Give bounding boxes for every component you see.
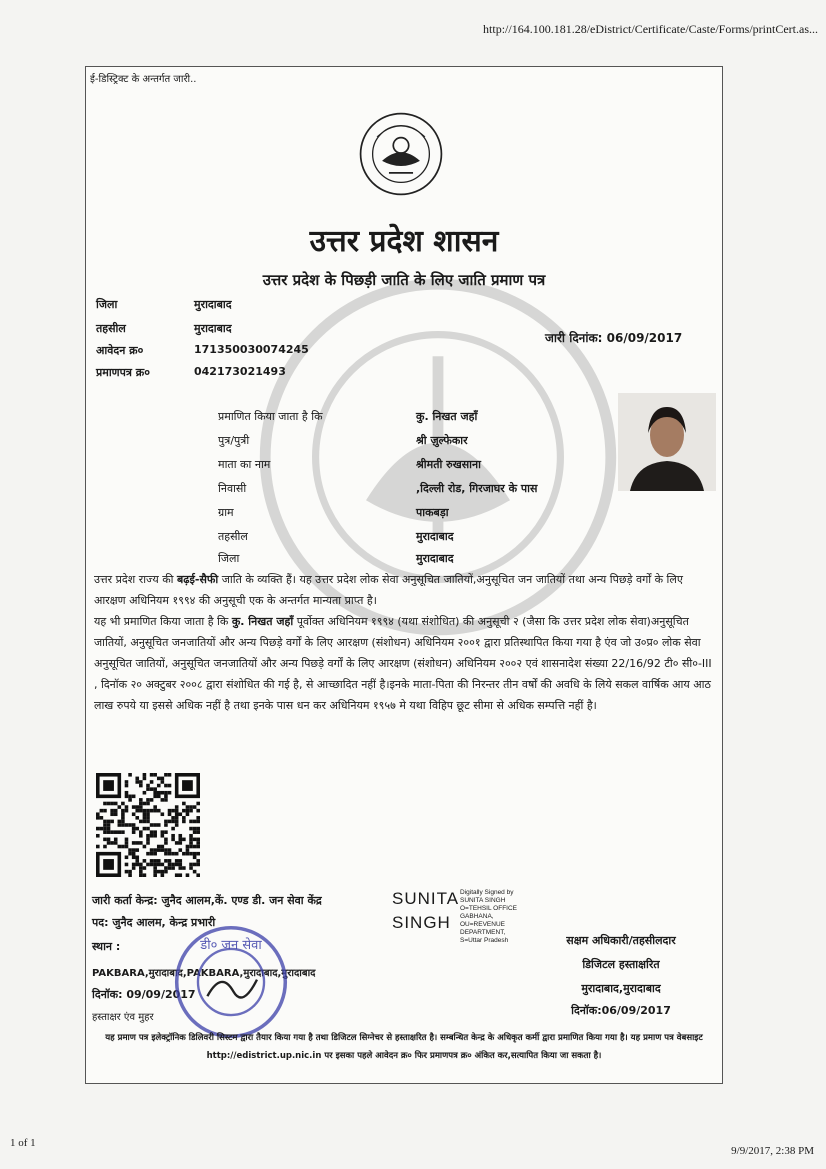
print-timestamp: 9/9/2017, 2:38 PM	[731, 1145, 814, 1157]
detail-value: कु. निखत जहाँ	[416, 410, 478, 423]
govt-title: उत्तर प्रदेश शासन	[309, 224, 499, 259]
dsig-line: OU=REVENUE	[460, 921, 505, 928]
digital-signature-details	[460, 889, 517, 945]
dsig-line: DEPARTMENT,	[460, 929, 506, 936]
signer-name: SUNITA	[392, 889, 460, 908]
detail-label: पुत्र/पुत्री	[218, 434, 250, 447]
detail-value: मुरादाबाद	[416, 530, 454, 543]
detail-label: जिला	[218, 552, 240, 565]
certificate-body	[94, 569, 714, 716]
application-no-value: 171350030074245	[194, 343, 309, 356]
detail-label: माता का नाम	[218, 458, 271, 471]
dsig-line: S=Uttar Pradesh	[460, 937, 509, 944]
footer-note: यह प्रमाण पत्र इलेक्ट्रॉनिक डिलिवरी सिस्टम द्वारा तैयार किया गया है तथा डिजिटल सिग्नेचर से हस्ताक्षरित है। सम्बन्धित केन्द्र के अधिकृत कर्मी द्वारा प्रमाणित किया गया है। यह प्रमाण पत्र वेबसाइट http://edistrict.up.nic.in पर इसका पहले आवेदन क्र० फिर प्रमाणपत्र क्र० अंकित कर,सत्यापित किया जा सकता है।	[105, 1033, 703, 1061]
browser-url: http://164.100.181.28/eDistrict/Certificate/Caste/Forms/printCert.as...	[483, 22, 818, 36]
up-govt-emblem-icon	[358, 111, 444, 197]
caste-name: बढ़ई-सैफी	[177, 573, 219, 586]
authority-date: दिनॉक:06/09/2017	[571, 1004, 671, 1017]
district-label: जिला	[96, 298, 118, 311]
qr-code	[96, 773, 200, 877]
detail-value: ,दिल्ली रोड, गिरजाघर के पास	[416, 482, 538, 495]
place-value: PAKBARA,मुरादाबाद,PAKBARA,मुरादाबाद,मुरादाबाद	[92, 968, 316, 979]
tehsil-label: तहसील	[96, 322, 126, 335]
body-text: जाति के व्यक्ति हैं। यह उत्तर प्रदेश लोक सेवा अनुसूचित जातियों,अनुसूचित जन जातियों तथा अन्य पिछड़े वर्गों के लिए आरक्षण अधिनियम १९९४ की अनुसूची एक के अन्तर्गत मान्यता प्राप्त है।	[94, 573, 683, 607]
body-text: पूर्वोक्त अधिनियम १९९४ (यथा संशोधित) की अनुसूची २ (जैसा कि उत्तर प्रदेश लोक सेवा)अनुसूचित जातियों, अनुसूचित जनजातियों और अन्य पिछड़े वर्गों के लिए आरक्षण (संशोधन) अधिनियम २००१ द्वारा प्रतिस्थापित किया गया है एंव जो उ०प्र० लोक सेवा अनुसूचित जातियों, अनुसूचित जनजातियों और अन्य पिछड़े वर्गों के लिए आरक्षण (संशोधन) अधिनियम २००२ एवं शासनादेश संख्या 22/16/92 टी० सी०-III , दिनॉक २० अक्टुबर २००८ द्वारा संशोधित की गई है, से आच्छादित नहीं है।इनके माता-पिता की निरन्तर तीन वर्षों की अवधि के लिये सकल वार्षिक आय आठ लाख रुपये या इससे अधिक नहीं है तथा इनके पास धन कर अधिनियम १९५७ मे यथा विहिप छूट सीमा से अधिक सम्पत्ति नहीं है।	[94, 615, 712, 712]
detail-value: मुरादाबाद	[416, 552, 454, 565]
certificate-subtitle: उत्तर प्रदेश के पिछड़ी जाति के लिए जाति प्रमाण पत्र	[262, 271, 546, 289]
detail-label: प्रमाणित किया जाता है कि	[218, 410, 323, 423]
body-text: उत्तर प्रदेश राज्य की	[94, 573, 178, 586]
place-label: स्थान :	[92, 940, 121, 953]
dsig-line: Digitally Signed by	[460, 889, 514, 896]
dsig-line: O=TEHSIL OFFICE	[460, 905, 518, 912]
detail-label: ग्राम	[218, 506, 234, 519]
authority-place: मुरादाबाद,मुरादाबाद	[581, 982, 661, 995]
detail-value: पाकबड़ा	[416, 506, 449, 519]
tehsil-value: मुरादाबाद	[194, 322, 232, 335]
stamp-text: डी० जन सेवा	[200, 937, 262, 953]
district-value: मुरादाबाद	[194, 298, 232, 311]
center-seal-stamp	[172, 923, 290, 1041]
body-text: यह भी प्रमाणित किया जाता है कि	[94, 615, 232, 628]
applicant-name: कु. निखत जहाँ	[231, 615, 294, 628]
page-count: 1 of 1	[10, 1137, 36, 1149]
detail-value: श्री ज़ुल्फेकार	[416, 434, 468, 447]
authority-digital-sign: डिजिटल हस्ताक्षरित	[582, 958, 660, 971]
issuer-post: पद: जुनैद आलम, केन्द्र प्रभारी	[92, 916, 216, 929]
caste-certificate	[85, 66, 723, 1084]
dsig-line: SUNITA SINGH	[460, 897, 506, 904]
issued-under-note: ई-डिस्ट्रिक्ट के अन्तर्गत जारी..	[90, 74, 197, 85]
certificate-no-value: 042173021493	[194, 365, 286, 378]
applicant-photo	[618, 393, 716, 491]
signer-name: SINGH	[392, 913, 451, 932]
detail-value: श्रीमती रुखसाना	[416, 458, 481, 471]
issuing-center: जारी कर्ता केन्द्र: जुनैद आलम,कें. एण्ड डी. जन सेवा केंद्र	[92, 894, 322, 907]
dsig-line: GABHANA,	[460, 913, 494, 920]
issue-date: जारी दिनांक: 06/09/2017	[545, 331, 683, 345]
certificate-no-label: प्रमाणपत्र क्र०	[96, 366, 150, 379]
application-no-label: आवेदन क्र०	[96, 344, 144, 357]
detail-label: तहसील	[218, 530, 248, 543]
issuer-date: दिनॉक: 09/09/2017	[92, 988, 196, 1001]
sign-seal-label: हस्ताक्षर एंव मुहर	[92, 1012, 154, 1023]
authority-title: सक्षम अधिकारी/तहसीलदार	[566, 934, 676, 947]
detail-label: निवासी	[218, 482, 247, 495]
